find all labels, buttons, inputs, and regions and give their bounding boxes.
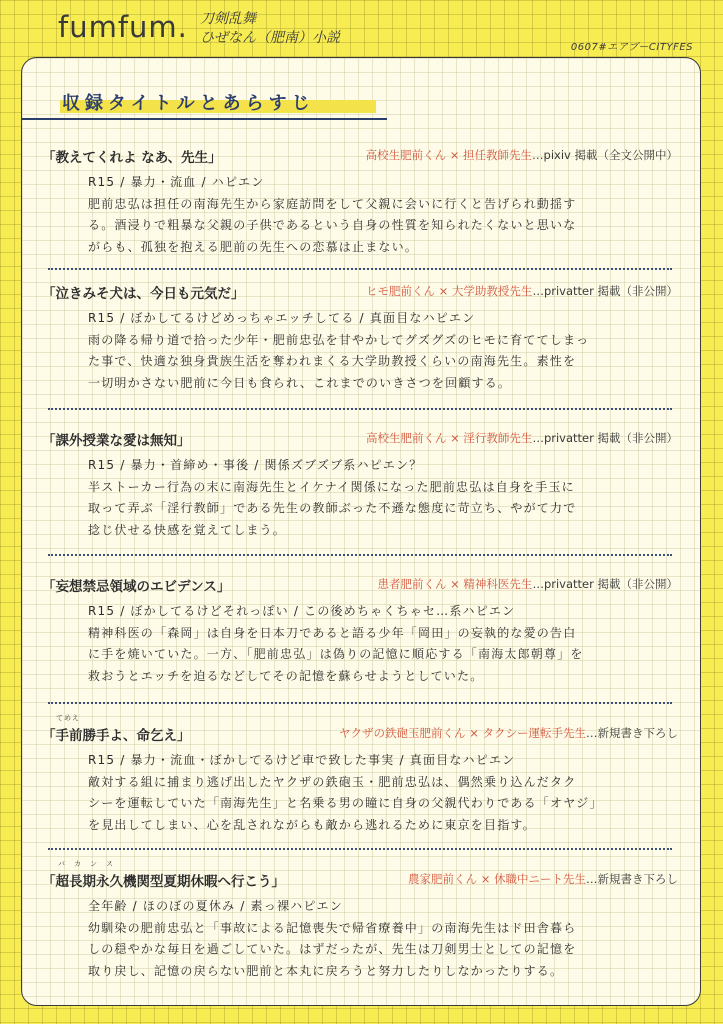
pairing-text: 高校生肥前くん × 淫行教師先生 [365,431,533,445]
event-tag: 0607#エアブーCITYFES [570,42,693,53]
pairing-text: ヒモ肥前くん × 大学助教授先生 [365,284,533,298]
entry-pairing [366,147,678,163]
entry-title: 「教えてくれよ なあ、先生」 [42,150,222,166]
content-panel [21,57,701,1006]
dotted-divider [48,554,672,556]
tags-line: R15 / ぼかしてるけどそれっぽい / この後めちゃくちゃセ…系ハピエン [88,604,516,618]
synopsis-line: 捻じ伏せる快感を覚えてしまう。 [88,522,287,537]
entry-title: 「超長期永久機関型夏期休暇へ行こう」 [42,874,285,890]
synopsis-line: に手を焼いていた。一方、「肥前忠弘」は偽りの記憶に順応する「南海太郎朝尊」を [88,647,584,661]
entry-title: 「泣きみそ犬は、今日も元気だ」 [42,286,245,302]
header-subtitle [200,10,340,48]
entry-pairing [377,576,678,592]
pairing-text: 農家肥前くん × 休職中ニート先生 [408,872,586,886]
publication-text: …pixiv 掲載（全文公開中） [532,148,678,162]
entry-2 [42,280,678,394]
entry-ruby: バ カ ン ス [58,860,114,868]
entry-title: 「課外授業な愛は無知」 [42,433,191,449]
entry-synopsis [88,750,678,836]
brand-logo: fumfum. [58,10,188,44]
synopsis-line: 取り戻し、記憶の戻らない肥前と本丸に戻ろうと努力したりしなかったりする。 [88,963,564,978]
pairing-text: ヤクザの鉄砲玉肥前くん × タクシー運転手先生 [339,726,586,740]
entry-5 [42,714,678,836]
synopsis-line: 肥前忠弘は担任の南海先生から家庭訪問をして父親に会いに行くと告げられ動揺す [88,196,577,211]
entry-4 [42,573,678,687]
synopsis-line: 半ストーカー行為の末に南海先生とイケナイ関係になった肥前忠弘は自身を手玉に [88,479,575,494]
synopsis-line: 雨の降る帰り道で拾った少年・肥前忠弘を甘やかしてグズグズのヒモに育ててしまっ [88,332,590,347]
tags-line: R15 / 暴力・首締め・事後 / 関係ズブズブ系ハピエン？ [88,458,423,472]
entry-synopsis [88,601,678,687]
subtitle-line-1: 刀剣乱舞 [200,11,256,27]
entry-pairing [366,430,678,446]
synopsis-line: 敵対する組に捕まり逃げ出したヤクザの鉄砲玉・肥前忠弘は、偶然乗り込んだタク [88,774,577,789]
synopsis-line: 取って弄ぶ「淫行教師」である先生の教師ぶった不遜な態度に苛立ち、やがて力で [88,501,577,515]
tags-line: R15 / 暴力・流血・ぼかしてるけど車で致した事実 / 真面目なハピエン [88,753,516,767]
publication-text: …privatter 掲載（非公開） [532,577,678,591]
publication-text: …privatter 掲載（非公開） [532,284,678,298]
tags-line: R15 / ぼかしてるけどめっちゃエッチしてる / 真面目なハピエン [88,311,476,325]
publication-text: …privatter 掲載（非公開） [532,431,678,445]
entry-pairing [366,283,678,299]
subtitle-line-2: ひぜなん（肥南）小説 [200,30,340,46]
synopsis-line: シーを運転していた「南海先生」と名乗る男の瞳に自身の父親代わりである「オヤジ」 [88,796,603,810]
publication-text: …新規書き下ろし [586,726,678,740]
synopsis-line: た事で、快適な独身貴族生活を奪われまくる大学助教授くらいの南海先生。素性を [88,354,577,368]
entry-title: 「妄想禁忌領域のエビデンス」 [42,579,231,595]
entry-title: 「手前勝手よ、命乞え」 [42,728,191,744]
synopsis-line: 精神科医の「森岡」は自身を日本刀であると語る少年「岡田」の妄執的な愛の告白 [88,625,577,640]
entry-synopsis [88,172,678,258]
heading-underline [22,118,387,120]
pairing-text: 高校生肥前くん × 担任教師先生 [365,148,533,162]
publication-text: …新規書き下ろし [586,872,678,886]
entry-synopsis [88,896,678,982]
entry-3 [42,427,678,541]
synopsis-line: しの穏やかな毎日を過ごしていた。はずだったが、先生は刀剣男士としての記憶を [88,942,577,956]
entry-pairing [408,871,678,887]
synopsis-line: 救おうとエッチを迫るなどしてその記憶を蘇らせようとしていた。 [88,668,484,683]
section-heading [22,86,387,116]
tags-line: R15 / 暴力・流血 / ハピエン [88,175,265,189]
section-title: 収録タイトルとあらすじ [62,93,315,114]
entry-pairing [339,725,678,741]
entry-6 [42,860,678,982]
synopsis-line: る。酒浸りで粗暴な父親の子供であるという自身の性質を知られたくないと思いな [88,218,577,232]
synopsis-line: 幼馴染の肥前忠弘と「事故による記憶喪失で帰省療養中」の南海先生はド田舎暮ら [88,920,577,935]
entry-1 [42,144,678,258]
dotted-divider [48,268,672,270]
synopsis-line: を見出してしまい、心を乱されながらも敵から逃れるために東京を目指す。 [88,817,536,832]
dotted-divider [48,848,672,850]
entry-synopsis [88,455,678,541]
synopsis-line: 一切明かさない肥前に今日も食られ、これまでのいきさつを回顧する。 [88,375,512,390]
entry-synopsis [88,308,678,394]
dotted-divider [48,702,672,704]
pairing-text: 患者肥前くん × 精神科医先生 [377,577,533,591]
dotted-divider [48,408,672,410]
synopsis-line: がらも、孤独を抱える肥前の先生への恋慕は止まない。 [88,239,419,254]
entry-ruby: てめえ [56,714,80,722]
tags-line: 全年齢 / ほのぼの夏休み / 素っ裸ハピエン [88,899,343,913]
